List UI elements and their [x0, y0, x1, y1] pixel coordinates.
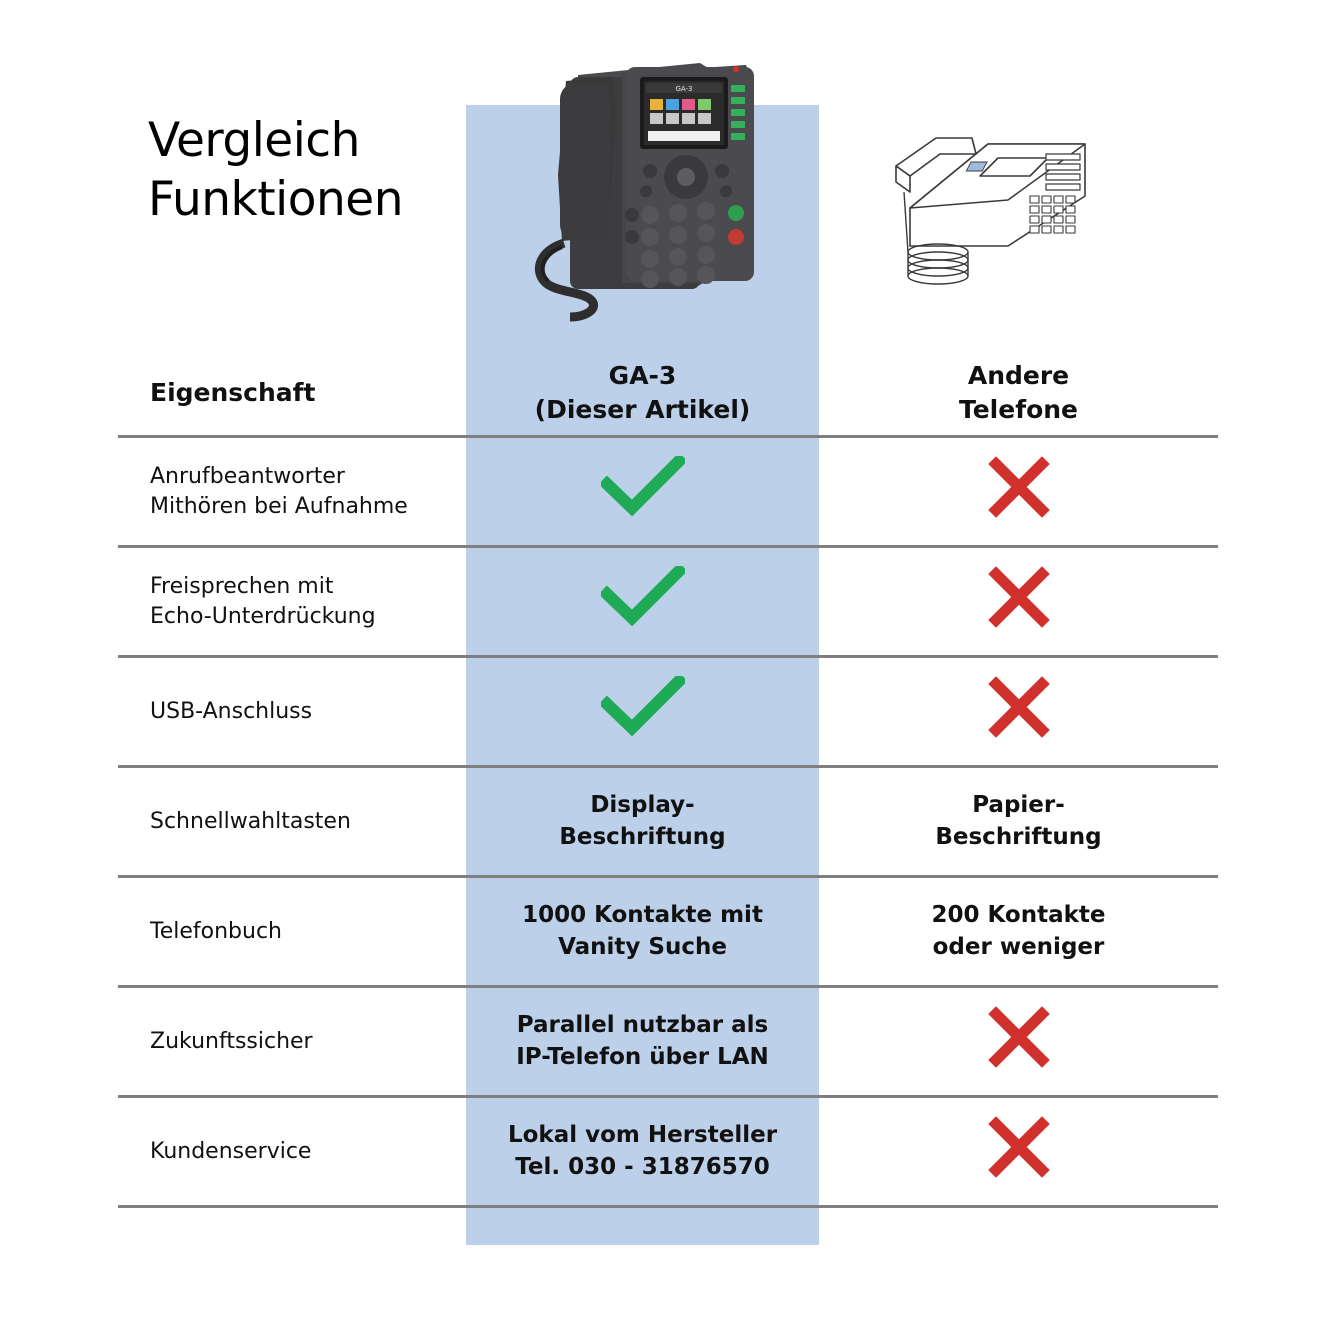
row-other-value	[819, 456, 1218, 527]
row-feature-line-1: Telefonbuch	[150, 918, 282, 944]
row-ga3-line-1: Parallel nutzbar als	[516, 1012, 769, 1039]
row-feature-line-1: USB-Anschluss	[150, 698, 313, 724]
row-feature	[118, 697, 466, 727]
cross-icon	[988, 1006, 1050, 1068]
row-other-value	[819, 1116, 1218, 1187]
header-other-line-1: Andere	[967, 360, 1070, 390]
row-other-value	[819, 790, 1218, 852]
cross-icon	[988, 676, 1050, 738]
row-other-line-1: Papier-	[972, 792, 1065, 819]
table-row	[118, 768, 1218, 878]
table-row	[118, 658, 1218, 768]
cross-icon	[988, 456, 1050, 518]
svg-text:GA-3: GA-3	[675, 85, 693, 93]
row-ga3-line-1: Lokal vom Hersteller	[507, 1122, 778, 1149]
row-ga3-line-2: IP-Telefon über LAN	[516, 1043, 769, 1070]
row-other-value	[819, 900, 1218, 962]
header-other-line-2: Telefone	[958, 394, 1079, 424]
ga3-phone-image	[500, 55, 780, 340]
row-ga3-value	[466, 676, 819, 747]
row-feature	[118, 1137, 466, 1167]
header-other	[819, 359, 1218, 427]
row-feature	[118, 572, 466, 631]
table-row	[118, 988, 1218, 1098]
row-other-value	[819, 676, 1218, 747]
check-icon	[601, 456, 685, 518]
row-ga3-line-2: Tel. 030 - 31876570	[515, 1153, 770, 1180]
row-feature-line-1: Zukunftssicher	[150, 1028, 313, 1054]
row-feature-line-1: Kundenservice	[150, 1138, 312, 1164]
check-icon	[601, 566, 685, 628]
row-ga3-line-1: 1000 Kontakte mit	[522, 902, 763, 929]
table-row	[118, 548, 1218, 658]
row-ga3-value	[466, 1010, 819, 1072]
row-other-value	[819, 566, 1218, 637]
page-title-line-2: Funktionen	[148, 171, 403, 227]
other-phone-image	[880, 100, 1110, 300]
header-ga3	[466, 359, 819, 427]
cross-icon	[988, 1116, 1050, 1178]
row-ga3-line-2: Beschriftung	[559, 823, 726, 850]
row-feature	[118, 807, 466, 837]
row-feature-line-1: Schnellwahltasten	[150, 808, 351, 834]
header-feature: Eigenschaft	[150, 377, 316, 407]
table-row	[118, 878, 1218, 988]
row-feature-line-1: Anrufbeantworter	[150, 463, 345, 489]
row-feature-line-1: Freisprechen mit	[150, 573, 334, 599]
row-ga3-line-2: Vanity Suche	[558, 933, 727, 960]
cross-icon	[988, 566, 1050, 628]
row-feature-line-2: Echo-Unterdrückung	[150, 603, 376, 629]
row-other-line-2: oder weniger	[932, 933, 1105, 960]
table-header-row	[118, 350, 1218, 438]
page-title-line-1: Vergleich	[148, 113, 360, 168]
row-feature	[118, 462, 466, 521]
row-ga3-line-1: Display-	[590, 792, 695, 819]
row-feature	[118, 1027, 466, 1057]
header-ga3-line-1: GA-3	[608, 360, 677, 390]
check-icon	[601, 676, 685, 738]
table-row	[118, 438, 1218, 548]
row-ga3-value	[466, 1120, 819, 1182]
header-ga3-line-2: (Dieser Artikel)	[534, 394, 751, 424]
row-other-line-2: Beschriftung	[935, 823, 1102, 850]
row-feature	[118, 917, 466, 947]
row-other-line-1: 200 Kontakte	[931, 902, 1106, 929]
row-ga3-value	[466, 900, 819, 962]
row-ga3-value	[466, 790, 819, 852]
row-other-value	[819, 1006, 1218, 1077]
row-ga3-value	[466, 456, 819, 527]
table-row	[118, 1098, 1218, 1208]
page-title	[148, 112, 478, 230]
row-feature-line-2: Mithören bei Aufnahme	[150, 493, 408, 519]
row-ga3-value	[466, 566, 819, 637]
comparison-table	[118, 350, 1218, 1208]
